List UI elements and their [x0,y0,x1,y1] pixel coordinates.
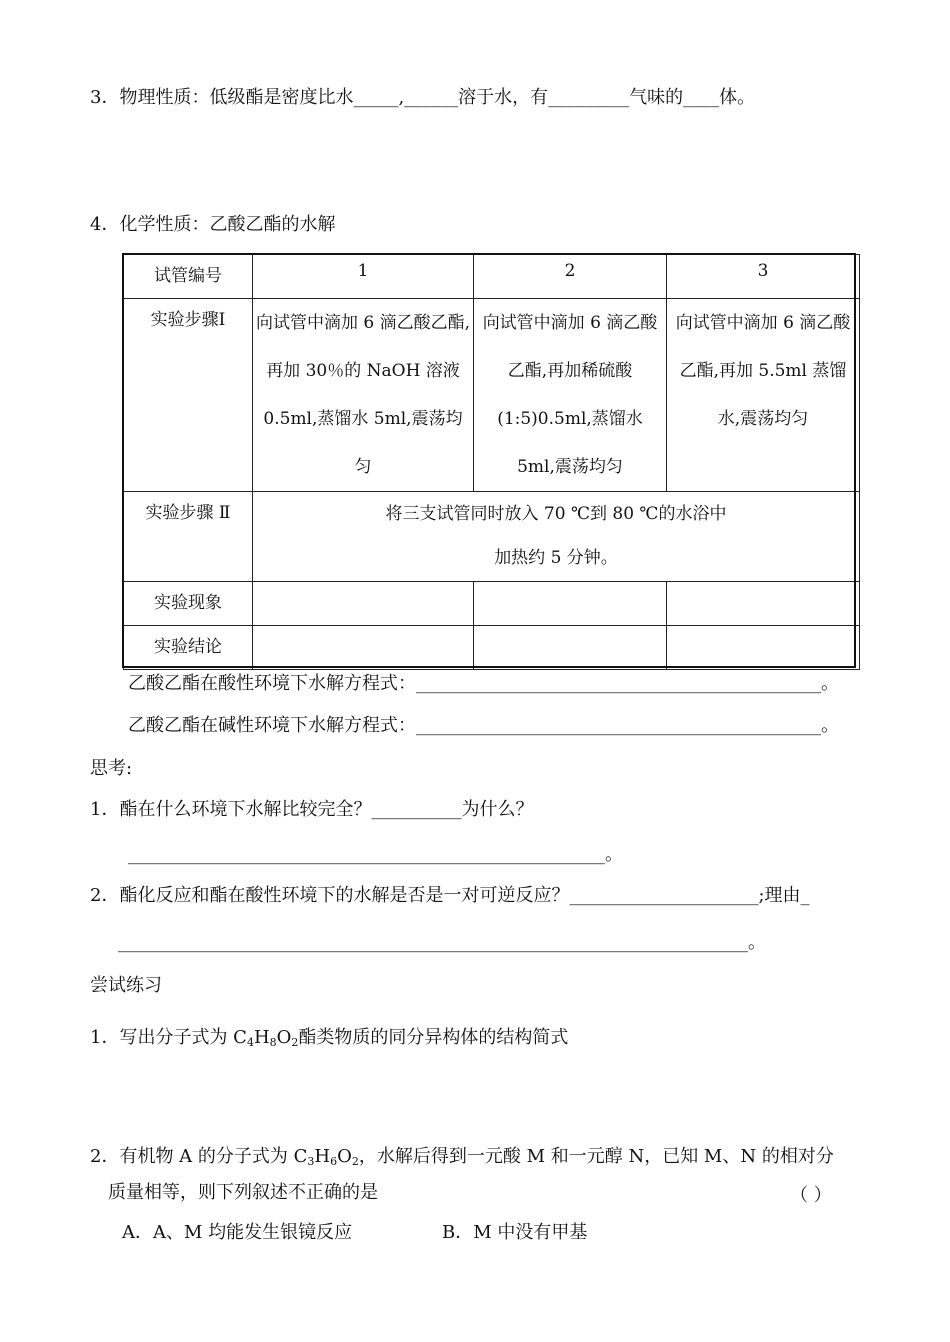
option-b: B．M 中没有甲基 [442,1222,588,1243]
option-a: A．A、M 均能发生银镜反应 [122,1222,353,1243]
think-heading: 思考: [90,758,133,779]
practice-heading: 尝试练习 [90,975,162,996]
step2-content [253,492,860,582]
practice-question-2: 2．有机物 A 的分子式为 $C_3H_6O_2$，水解后得到一元酸 M 和一元醇 N，已知 M、N 的相对分 [90,1146,834,1168]
question-4-chemical-properties: 4．化学性质：乙酸乙酯的水解 [90,214,336,235]
phenomenon-label: 实验现象 [124,582,253,626]
header-tube-number: 试管编号 [124,255,253,299]
conclusion-cell-2 [474,626,667,670]
think-question-2-answer-line: ______________________________________________________________________。 [118,932,766,953]
think-question-1-answer-line: _____________________________________________________。 [128,844,623,865]
base-hydrolysis-equation: 乙酸乙酯在碱性环境下水解方程式：_____________________________________________。 [128,715,839,736]
conclusion-label: 实验结论 [124,626,253,670]
header-tube-1: 1 [253,255,474,299]
phenomenon-cell-2 [474,582,667,626]
conclusion-cell-3 [667,626,860,670]
header-tube-2: 2 [474,255,667,299]
step1-tube-2: 向试管中滴加 6 滴乙酸乙酯,再加稀硫酸(1:5)0.5ml,蒸馏水 5ml,震荡均匀 [474,299,667,492]
practice-question-1: 1．写出分子式为 $C_4H_8O_2$酯类物质的同分异构体的结构简式 [90,1027,569,1049]
acid-hydrolysis-equation: 乙酸乙酯在酸性环境下水解方程式：_____________________________________________。 [128,673,839,694]
step2-line-2: 加热约 5 分钟。 [494,548,618,568]
question-3-physical-properties: 3．物理性质：低级酯是密度比水_____,______溶于水，有_________气味的____体。 [90,87,756,108]
step2-line-1: 将三支试管同时放入 70 ℃到 80 ℃的水浴中 [385,504,727,524]
step1-tube-3: 向试管中滴加 6 滴乙酸乙酯,再加 5.5ml 蒸馏水,震荡均匀 [667,299,860,492]
answer-parenthesis: （ ） [790,1185,832,1206]
step1-tube-1: 向试管中滴加 6 滴乙酸乙酯,再加 30％的 NaOH 溶液 0.5ml,蒸馏水 5ml,震荡均匀 [253,299,474,492]
conclusion-cell-1 [253,626,474,670]
step1-label: 实验步骤Ⅰ [124,299,253,492]
header-tube-3: 3 [667,255,860,299]
phenomenon-cell-3 [667,582,860,626]
practice-question-2-line-2: 质量相等，则下列叙述不正确的是 [108,1182,378,1203]
think-question-2: 2．酯化反应和酯在酸性环境下的水解是否是一对可逆反应？_____________________;理由_ [90,885,810,906]
hydrolysis-experiment-table [123,254,860,670]
step2-label: 实验步骤 Ⅱ [124,492,253,582]
think-question-1: 1．酯在什么环境下水解比较完全？__________为什么？ [90,799,534,820]
phenomenon-cell-1 [253,582,474,626]
